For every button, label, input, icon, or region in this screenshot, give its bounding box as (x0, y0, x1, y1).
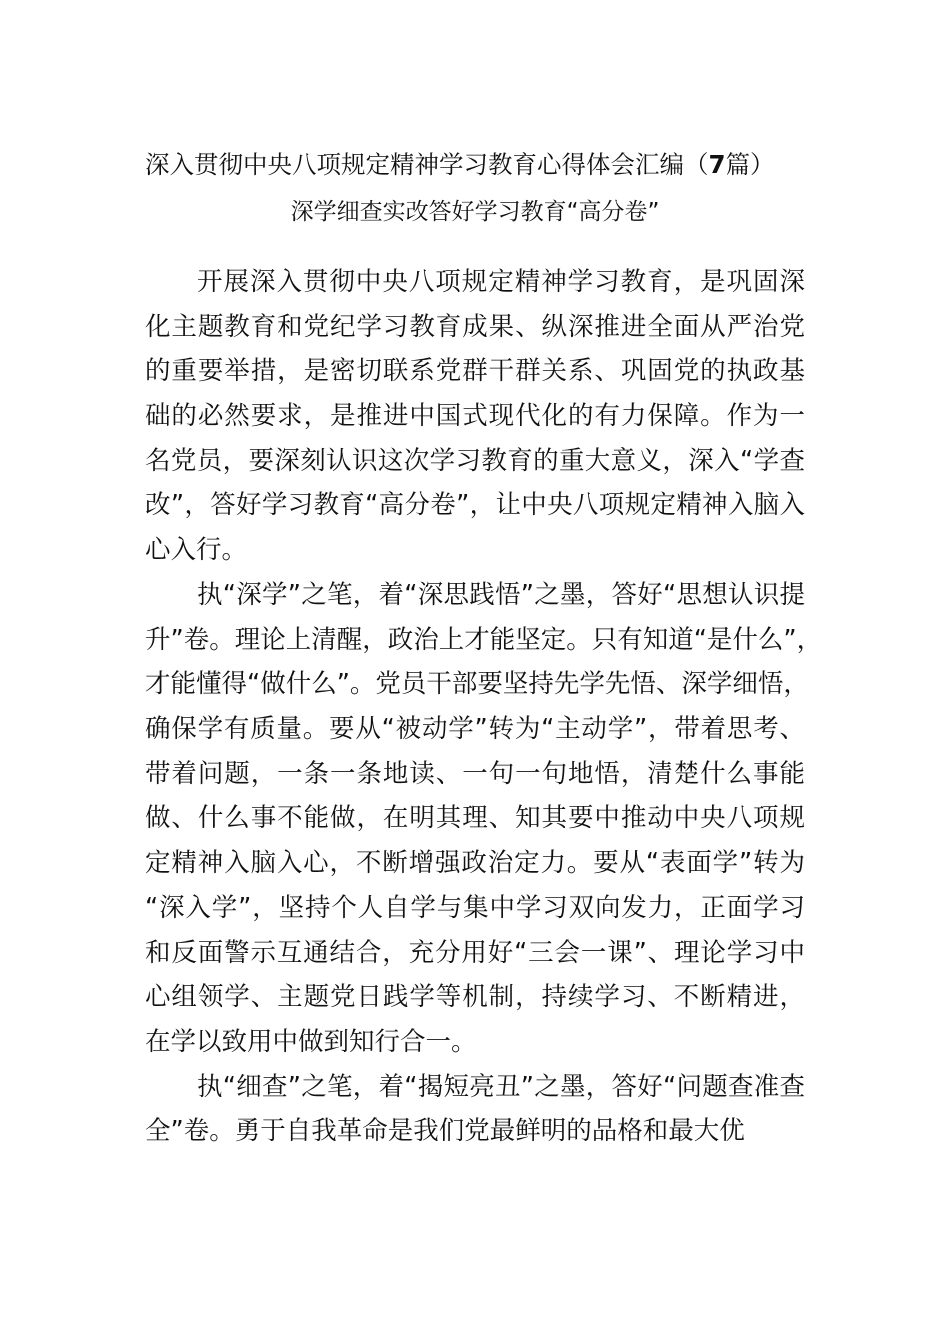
paragraph-2-line: 才能懂得“做什么”。党员干部要坚持先学先悟、深学细悟， (145, 669, 809, 699)
paragraph-2-line: 带着问题，一条一条地读、一句一句地悟，清楚什么事能 (145, 759, 805, 789)
paragraph-1-line: 心入行。 (145, 535, 248, 565)
paragraph-1-line: 础的必然要求，是推进中国式现代化的有力保障。作为一 (145, 401, 805, 431)
article-subtitle: 深学细查实改答好学习教育“高分卷” (290, 199, 660, 225)
paragraph-2-line: 升”卷。理论上清醒，政治上才能坚定。只有知道“是什么”， (145, 625, 823, 655)
paragraph-1-line: 改”，答好学习教育“高分卷”，让中央八项规定精神入脑入 (145, 490, 805, 520)
paragraph-2-line: 和反面警示互通结合，充分用好“三会一课”、理论学习中 (145, 938, 805, 968)
title-end: 篇） (725, 150, 775, 179)
paragraph-2-line: 执“深学”之笔，着“深思践悟”之墨，答好“思想认识提 (197, 580, 805, 610)
paragraph-1-line: 化主题教育和党纪学习教育成果、纵深推进全面从严治党 (145, 312, 805, 342)
paragraph-3-line: 全”卷。勇于自我革命是我们党最鲜明的品格和最大优 (145, 1116, 745, 1146)
paragraph-1-line: 名党员，要深刻认识这次学习教育的重大意义，深入“学查 (145, 446, 805, 476)
paragraph-1-line: 开展深入贯彻中央八项规定精神学习教育，是巩固深 (197, 267, 805, 297)
paragraph-3-line: 执“细查”之笔，着“揭短亮丑”之墨，答好“问题查准查 (197, 1072, 805, 1102)
title-count: 7 (708, 150, 726, 179)
paragraph-2-line: 在学以致用中做到知行合一。 (145, 1027, 477, 1057)
paragraph-2-line: 做、什么事不能做，在明其理、知其要中推动中央八项规 (145, 803, 805, 833)
paragraph-2-line: “深入学”，坚持个人自学与集中学习双向发力，正面学习 (145, 893, 805, 923)
paragraph-1-line: 的重要举措，是密切联系党群干群关系、巩固党的执政基 (145, 356, 805, 386)
paragraph-2-line: 确保学有质量。要从“被动学”转为“主动学”，带着思考、 (145, 714, 805, 744)
paragraph-2-line: 心组领学、主题党日践学等机制，持续学习、不断精进， (145, 982, 805, 1012)
document-title (145, 148, 825, 182)
paragraph-2-line: 定精神入脑入心，不断增强政治定力。要从“表面学”转为 (145, 848, 805, 878)
title-main: 深入贯彻中央八项规定精神学习教育心得体会汇编（ (145, 150, 709, 179)
